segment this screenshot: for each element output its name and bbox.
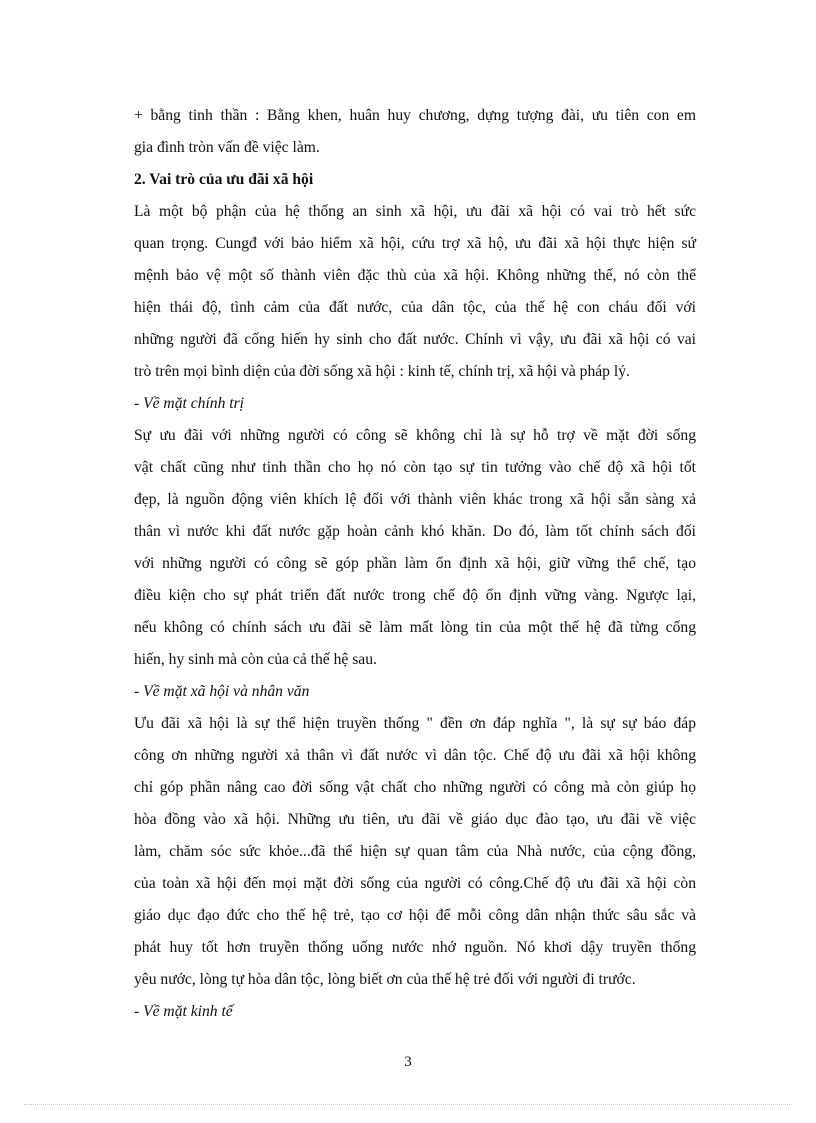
page-number: 3 xyxy=(404,1054,412,1070)
text-line: đẹp, là nguồn động viên khích lệ đối với thành viên khác trong xã hội sẵn sàng xả xyxy=(134,491,696,508)
subsection-heading-economic: - Về mặt kinh tế xyxy=(134,1003,233,1020)
section-heading: 2. Vai trò của ưu đãi xã hội xyxy=(134,171,314,188)
paragraph-material-spiritual xyxy=(134,100,696,164)
text-line: Là một bộ phận của hệ thống an sinh xã hội, ưu đãi xã hội có vai trò hết sức xyxy=(134,203,696,220)
text-line: thân vì nước khi đất nước gặp hoàn cảnh khó khăn. Do đó, làm tốt chính sách đối xyxy=(134,523,696,540)
text-line: giáo dục đạo đức cho thế hệ trẻ, tạo cơ hội để mỗi công dân nhận thức sâu sắc và xyxy=(134,907,696,924)
text-line: Sự ưu đãi với những người có công sẽ không chỉ là sự hỗ trợ về mặt đời sống xyxy=(134,427,696,444)
text-line: trò trên mọi bình diện của đời sống xã hội : kinh tế, chính trị, xã hội và pháp lý. xyxy=(134,363,630,380)
text-line: quan trọng. Cungđ với bảo hiểm xã hội, cứu trợ xã hộ, ưu đãi xã hội thực hiện sứ xyxy=(134,235,696,252)
paragraph-role-intro xyxy=(134,196,696,388)
text-line: những người đã cống hiến hy sinh cho đất nước. Chính vì vậy, ưu đãi xã hội có vai xyxy=(134,331,696,348)
text-line: phát huy tốt hơn truyền thống uống nước nhớ nguồn. Nó khơi dậy truyền thống xyxy=(134,939,696,956)
text-line: gia đình tròn vấn đề việc làm. xyxy=(134,139,320,156)
paragraph-social xyxy=(134,708,696,996)
subsection-heading-social: - Về mặt xã hội và nhân văn xyxy=(134,683,310,700)
text-line: điều kiện cho sự phát triển đất nước trong chế độ ổn định vững vàng. Ngược lại, xyxy=(134,587,696,604)
text-line: với những người có công sẽ góp phần làm ổn định xã hội, giữ vững thể chế, tạo xyxy=(134,555,696,572)
text-line: của toàn xã hội đến mọi mặt đời sống của người có công.Chế độ ưu đãi xã hội còn xyxy=(134,875,696,892)
paragraph-political xyxy=(134,420,696,676)
subsection-heading-political: - Về mặt chính trị xyxy=(134,395,245,412)
text-line: hiến, hy sinh mà còn của cả thế hệ sau. xyxy=(134,651,377,668)
text-line: nếu không có chính sách ưu đãi sẽ làm mất lòng tin của một thế hệ đã từng cống xyxy=(134,619,696,636)
text-line: hòa đồng vào xã hội. Những ưu tiên, ưu đãi về giáo dục đào tạo, ưu đãi về việc xyxy=(134,811,696,828)
text-line: hiện thái độ, tình cảm của đất nước, của dân tộc, của thế hệ con cháu đối với xyxy=(134,299,696,316)
text-line: công ơn những người xả thân vì đất nước vì dân tộc. Chế độ ưu đãi xã hội không xyxy=(134,747,696,764)
text-line: vật chất cũng như tinh thần cho họ nó còn tạo sự tin tưởng vào chế độ xã hội tốt xyxy=(134,459,696,476)
text-line: mệnh bảo vệ một số thành viên đặc thù của xã hội. Không những thế, nó còn thể xyxy=(134,267,696,284)
page-bottom-divider xyxy=(24,1104,792,1105)
page-body xyxy=(134,100,696,1028)
text-line: làm, chăm sóc sức khỏe...đã thể hiện sự quan tâm của Nhà nước, của cộng đồng, xyxy=(134,843,696,860)
text-line: yêu nước, lòng tự hòa dân tộc, lòng biết ơn của thế hệ trẻ đối với người đi trước. xyxy=(134,971,636,988)
text-line: + bằng tinh thần : Bằng khen, huân huy chương, dựng tượng đài, ưu tiên con em xyxy=(134,107,696,124)
text-line: chỉ góp phần nâng cao đời sống vật chất cho những người có công mà còn giúp họ xyxy=(134,779,696,796)
text-line: Ưu đãi xã hội là sự thể hiện truyền thống " đền ơn đáp nghĩa ", là sự sự báo đáp xyxy=(134,715,696,732)
